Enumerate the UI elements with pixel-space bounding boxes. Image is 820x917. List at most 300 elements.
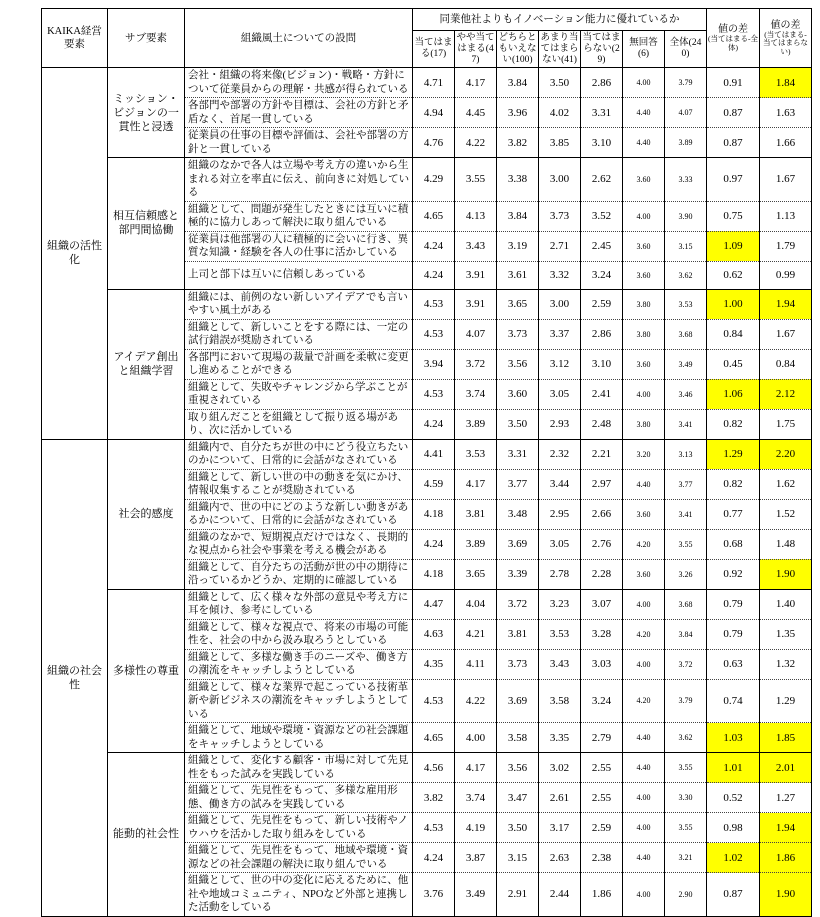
value-cell: 4.20 xyxy=(623,529,665,559)
value-cell: 4.11 xyxy=(455,649,497,679)
header-answer-col: どちらともいえない(100) xyxy=(497,31,539,68)
diff-total-cell: 1.03 xyxy=(707,723,760,753)
value-cell: 4.24 xyxy=(413,843,455,873)
diff-total-cell: 0.87 xyxy=(707,128,760,158)
value-cell: 3.17 xyxy=(539,813,581,843)
diff-total-cell: 0.75 xyxy=(707,201,760,231)
value-cell: 4.22 xyxy=(455,128,497,158)
value-cell: 2.21 xyxy=(581,439,623,469)
value-cell: 2.71 xyxy=(539,231,581,261)
header-answer-col: 当てはまらない(29) xyxy=(581,31,623,68)
header-answer-col: 無回答(6) xyxy=(623,31,665,68)
value-cell: 3.91 xyxy=(455,289,497,319)
value-cell: 4.59 xyxy=(413,469,455,499)
value-cell: 4.00 xyxy=(455,723,497,753)
value-cell: 4.53 xyxy=(413,813,455,843)
diff-extreme-cell: 1.63 xyxy=(760,98,812,128)
value-cell: 4.18 xyxy=(413,499,455,529)
value-cell: 2.45 xyxy=(581,231,623,261)
diff-extreme-cell: 1.40 xyxy=(760,589,812,619)
value-cell: 3.05 xyxy=(539,379,581,409)
value-cell: 2.55 xyxy=(581,753,623,783)
value-cell: 4.71 xyxy=(413,68,455,98)
diff-total-cell: 0.79 xyxy=(707,619,760,649)
value-cell: 2.79 xyxy=(581,723,623,753)
value-cell: 2.59 xyxy=(581,813,623,843)
kaika-survey-table xyxy=(41,8,812,917)
value-cell: 2.93 xyxy=(539,409,581,439)
sub-element-cell: 社会的感度 xyxy=(108,439,185,589)
value-cell: 4.65 xyxy=(413,723,455,753)
table-row xyxy=(42,158,812,202)
value-cell: 3.55 xyxy=(665,529,707,559)
header-diff-total xyxy=(707,9,760,68)
header-answer-col: 全体(240) xyxy=(665,31,707,68)
value-cell: 4.24 xyxy=(413,231,455,261)
value-cell: 4.29 xyxy=(413,158,455,202)
value-cell: 3.31 xyxy=(497,439,539,469)
sub-element-cell: 能動的社会性 xyxy=(108,753,185,917)
value-cell: 2.28 xyxy=(581,559,623,589)
sub-element-cell: アイデア創出と組織学習 xyxy=(108,289,185,439)
value-cell: 3.55 xyxy=(665,753,707,783)
diff-extreme-cell: 1.29 xyxy=(760,679,812,723)
value-cell: 3.62 xyxy=(665,723,707,753)
value-cell: 4.24 xyxy=(413,409,455,439)
value-cell: 4.63 xyxy=(413,619,455,649)
value-cell: 3.30 xyxy=(665,783,707,813)
value-cell: 3.73 xyxy=(539,201,581,231)
value-cell: 3.60 xyxy=(623,158,665,202)
value-cell: 3.50 xyxy=(539,68,581,98)
value-cell: 3.82 xyxy=(413,783,455,813)
value-cell: 3.80 xyxy=(623,289,665,319)
diff-extreme-cell: 1.48 xyxy=(760,529,812,559)
header-diff-extreme-title: 値の差 xyxy=(770,19,801,31)
value-cell: 3.65 xyxy=(497,289,539,319)
value-cell: 4.04 xyxy=(455,589,497,619)
header-answer-col: 当てはまる(17) xyxy=(413,31,455,68)
value-cell: 4.76 xyxy=(413,128,455,158)
value-cell: 3.96 xyxy=(497,98,539,128)
header-row-top xyxy=(42,9,812,31)
value-cell: 3.55 xyxy=(665,813,707,843)
kaika-element-cell: 組織の活性化 xyxy=(42,68,108,440)
value-cell: 3.72 xyxy=(497,589,539,619)
value-cell: 2.90 xyxy=(665,873,707,917)
question-cell: 組織として、失敗やチャレンジから学ぶことが重視されている xyxy=(185,379,413,409)
value-cell: 3.20 xyxy=(623,439,665,469)
value-cell: 3.72 xyxy=(665,649,707,679)
diff-total-cell: 0.82 xyxy=(707,409,760,439)
diff-total-cell: 0.62 xyxy=(707,261,760,289)
question-cell: 組織として、地域や環境・資源などの社会課題をキャッチしようとしている xyxy=(185,723,413,753)
question-cell: 組織内で、世の中にどのような新しい動きがあるかについて、日常的に会話がなされている xyxy=(185,499,413,529)
value-cell: 3.89 xyxy=(455,529,497,559)
value-cell: 2.62 xyxy=(581,158,623,202)
value-cell: 3.73 xyxy=(497,649,539,679)
value-cell: 3.58 xyxy=(539,679,581,723)
value-cell: 2.95 xyxy=(539,499,581,529)
table-row xyxy=(42,589,812,619)
value-cell: 3.84 xyxy=(497,201,539,231)
table-row xyxy=(42,439,812,469)
diff-extreme-cell: 1.52 xyxy=(760,499,812,529)
value-cell: 4.20 xyxy=(623,619,665,649)
question-cell: 組織として、世の中の変化に応えるために、他社や地域コミュニティ、NPOなど外部と連携した活動をしている xyxy=(185,873,413,917)
value-cell: 2.38 xyxy=(581,843,623,873)
value-cell: 2.61 xyxy=(539,783,581,813)
value-cell: 3.69 xyxy=(497,679,539,723)
question-cell: 組織として、変化する顧客・市場に対して先見性をもった試みを実践している xyxy=(185,753,413,783)
diff-total-cell: 1.00 xyxy=(707,289,760,319)
question-cell: 会社・組織の将来像(ビジョン)・戦略・方針について従業員からの理解・共感が得られている xyxy=(185,68,413,98)
diff-extreme-cell: 1.67 xyxy=(760,319,812,349)
question-cell: 取り組んだことを組織として振り返る場があり、次に活かしている xyxy=(185,409,413,439)
value-cell: 4.53 xyxy=(413,289,455,319)
value-cell: 3.84 xyxy=(497,68,539,98)
value-cell: 2.48 xyxy=(581,409,623,439)
value-cell: 2.32 xyxy=(539,439,581,469)
value-cell: 3.62 xyxy=(665,261,707,289)
table-body xyxy=(42,68,812,917)
value-cell: 3.82 xyxy=(497,128,539,158)
value-cell: 3.00 xyxy=(539,289,581,319)
value-cell: 3.68 xyxy=(665,319,707,349)
sub-element-cell: 多様性の尊重 xyxy=(108,589,185,753)
header-diff-extreme xyxy=(760,9,812,68)
value-cell: 3.49 xyxy=(665,349,707,379)
value-cell: 4.00 xyxy=(623,783,665,813)
question-cell: 組織には、前例のない新しいアイデアでも言いやすい風土がある xyxy=(185,289,413,319)
diff-total-cell: 0.91 xyxy=(707,68,760,98)
value-cell: 3.15 xyxy=(665,231,707,261)
value-cell: 4.24 xyxy=(413,529,455,559)
value-cell: 2.86 xyxy=(581,68,623,98)
diff-extreme-cell: 1.94 xyxy=(760,813,812,843)
diff-total-cell: 0.77 xyxy=(707,499,760,529)
kaika-element-cell: 組織の社会性 xyxy=(42,439,108,916)
value-cell: 3.43 xyxy=(455,231,497,261)
diff-extreme-cell: 2.01 xyxy=(760,753,812,783)
value-cell: 3.41 xyxy=(665,499,707,529)
value-cell: 3.05 xyxy=(539,529,581,559)
value-cell: 3.24 xyxy=(581,679,623,723)
value-cell: 3.60 xyxy=(497,379,539,409)
value-cell: 4.35 xyxy=(413,649,455,679)
diff-total-cell: 0.87 xyxy=(707,98,760,128)
value-cell: 2.97 xyxy=(581,469,623,499)
value-cell: 2.86 xyxy=(581,319,623,349)
value-cell: 3.91 xyxy=(455,261,497,289)
value-cell: 3.60 xyxy=(623,349,665,379)
value-cell: 3.03 xyxy=(581,649,623,679)
value-cell: 3.15 xyxy=(497,843,539,873)
value-cell: 3.28 xyxy=(581,619,623,649)
question-cell: 組織として、多様な働き手のニーズや、働き方の潮流をキャッチしようとしている xyxy=(185,649,413,679)
value-cell: 4.00 xyxy=(623,589,665,619)
question-cell: 組織として、広く様々な外部の意見や考え方に耳を傾け、参考にしている xyxy=(185,589,413,619)
value-cell: 3.50 xyxy=(497,409,539,439)
diff-total-cell: 0.68 xyxy=(707,529,760,559)
diff-total-cell: 1.09 xyxy=(707,231,760,261)
value-cell: 3.77 xyxy=(665,469,707,499)
table-row xyxy=(42,289,812,319)
value-cell: 2.41 xyxy=(581,379,623,409)
value-cell: 3.53 xyxy=(665,289,707,319)
diff-total-cell: 0.84 xyxy=(707,319,760,349)
table-header xyxy=(42,9,812,68)
diff-extreme-cell: 1.35 xyxy=(760,619,812,649)
diff-total-cell: 0.97 xyxy=(707,158,760,202)
page xyxy=(0,8,820,917)
value-cell: 3.80 xyxy=(623,319,665,349)
value-cell: 3.55 xyxy=(455,158,497,202)
diff-total-cell: 0.63 xyxy=(707,649,760,679)
value-cell: 3.87 xyxy=(455,843,497,873)
header-diff-extreme-sub: (当てはまる-当てはまらない) xyxy=(763,29,808,56)
header-sub-element: サブ要素 xyxy=(108,9,185,68)
value-cell: 3.47 xyxy=(497,783,539,813)
question-cell: 組織として、新しいことをする際には、一定の試行錯誤が奨励されている xyxy=(185,319,413,349)
diff-extreme-cell: 1.75 xyxy=(760,409,812,439)
value-cell: 3.56 xyxy=(497,753,539,783)
value-cell: 3.74 xyxy=(455,379,497,409)
value-cell: 4.53 xyxy=(413,379,455,409)
value-cell: 2.63 xyxy=(539,843,581,873)
table-row xyxy=(42,753,812,783)
question-cell: 組織内で、自分たちが世の中にどう役立ちたいのかについて、日常的に会話がなされている xyxy=(185,439,413,469)
value-cell: 4.07 xyxy=(455,319,497,349)
sub-element-cell: 相互信頼感と部門間協働 xyxy=(108,158,185,290)
question-cell: 各部門において現場の裁量で計画を柔軟に変更し進めることができる xyxy=(185,349,413,379)
value-cell: 4.40 xyxy=(623,98,665,128)
value-cell: 2.66 xyxy=(581,499,623,529)
value-cell: 3.21 xyxy=(665,843,707,873)
value-cell: 3.37 xyxy=(539,319,581,349)
question-cell: 従業員の仕事の目標や評価は、会社や部署の方針と一貫している xyxy=(185,128,413,158)
diff-total-cell: 0.82 xyxy=(707,469,760,499)
value-cell: 3.33 xyxy=(665,158,707,202)
diff-extreme-cell: 1.86 xyxy=(760,843,812,873)
value-cell: 4.02 xyxy=(539,98,581,128)
question-cell: 組織として、様々な視点で、将来の市場の可能性を、社会の中から汲み取ろうとしている xyxy=(185,619,413,649)
value-cell: 3.19 xyxy=(497,231,539,261)
value-cell: 3.79 xyxy=(665,68,707,98)
value-cell: 4.07 xyxy=(665,98,707,128)
value-cell: 3.60 xyxy=(623,499,665,529)
diff-extreme-cell: 1.13 xyxy=(760,201,812,231)
value-cell: 4.24 xyxy=(413,261,455,289)
value-cell: 3.90 xyxy=(665,201,707,231)
value-cell: 2.55 xyxy=(581,783,623,813)
value-cell: 4.65 xyxy=(413,201,455,231)
value-cell: 3.31 xyxy=(581,98,623,128)
value-cell: 4.40 xyxy=(623,128,665,158)
value-cell: 3.61 xyxy=(497,261,539,289)
value-cell: 3.41 xyxy=(665,409,707,439)
value-cell: 2.59 xyxy=(581,289,623,319)
question-cell: 組織として、様々な業界で起こっている技術革新や新ビジネスの潮流をキャッチしようとしている xyxy=(185,679,413,723)
value-cell: 3.56 xyxy=(497,349,539,379)
value-cell: 2.76 xyxy=(581,529,623,559)
question-cell: 各部門や部署の方針や目標は、会社の方針と矛盾なく、首尾一貫している xyxy=(185,98,413,128)
value-cell: 3.60 xyxy=(623,559,665,589)
value-cell: 3.53 xyxy=(539,619,581,649)
value-cell: 4.53 xyxy=(413,679,455,723)
value-cell: 4.40 xyxy=(623,469,665,499)
diff-extreme-cell: 1.85 xyxy=(760,723,812,753)
value-cell: 4.18 xyxy=(413,559,455,589)
value-cell: 3.80 xyxy=(623,409,665,439)
diff-total-cell: 1.01 xyxy=(707,753,760,783)
value-cell: 4.53 xyxy=(413,319,455,349)
value-cell: 4.00 xyxy=(623,379,665,409)
diff-extreme-cell: 1.90 xyxy=(760,559,812,589)
value-cell: 4.17 xyxy=(455,469,497,499)
value-cell: 4.13 xyxy=(455,201,497,231)
diff-extreme-cell: 1.90 xyxy=(760,873,812,917)
value-cell: 3.89 xyxy=(665,128,707,158)
value-cell: 3.26 xyxy=(665,559,707,589)
value-cell: 4.45 xyxy=(455,98,497,128)
value-cell: 3.49 xyxy=(455,873,497,917)
diff-extreme-cell: 1.66 xyxy=(760,128,812,158)
header-innovation-span: 同業他社よりもイノベーション能力に優れているか xyxy=(413,9,707,31)
table-row xyxy=(42,68,812,98)
value-cell: 2.44 xyxy=(539,873,581,917)
question-cell: 組織のなかで、短期視点だけではなく、長期的な視点から社会や事業を考える機会がある xyxy=(185,529,413,559)
value-cell: 3.76 xyxy=(413,873,455,917)
value-cell: 4.94 xyxy=(413,98,455,128)
diff-total-cell: 0.52 xyxy=(707,783,760,813)
value-cell: 3.69 xyxy=(497,529,539,559)
diff-extreme-cell: 1.67 xyxy=(760,158,812,202)
value-cell: 3.35 xyxy=(539,723,581,753)
value-cell: 3.10 xyxy=(581,349,623,379)
value-cell: 3.46 xyxy=(665,379,707,409)
value-cell: 3.32 xyxy=(539,261,581,289)
value-cell: 4.00 xyxy=(623,649,665,679)
diff-total-cell: 1.29 xyxy=(707,439,760,469)
header-answer-col: やや当てはまる(47) xyxy=(455,31,497,68)
value-cell: 4.00 xyxy=(623,68,665,98)
value-cell: 3.72 xyxy=(455,349,497,379)
value-cell: 3.74 xyxy=(455,783,497,813)
diff-extreme-cell: 1.32 xyxy=(760,649,812,679)
diff-extreme-cell: 1.84 xyxy=(760,68,812,98)
value-cell: 3.85 xyxy=(539,128,581,158)
value-cell: 3.44 xyxy=(539,469,581,499)
sub-element-cell: ミッション・ビジョンの一貫性と浸透 xyxy=(108,68,185,158)
diff-total-cell: 1.02 xyxy=(707,843,760,873)
value-cell: 4.40 xyxy=(623,753,665,783)
question-cell: 組織として、先見性をもって、新しい技術やノウハウを活かした取り組みをしている xyxy=(185,813,413,843)
value-cell: 3.23 xyxy=(539,589,581,619)
question-cell: 組織のなかで各人は立場や考え方の違いから生まれる対立を率直に伝え、前向きに対処している xyxy=(185,158,413,202)
diff-extreme-cell: 1.79 xyxy=(760,231,812,261)
value-cell: 3.00 xyxy=(539,158,581,202)
question-cell: 上司と部下は互いに信頼しあっている xyxy=(185,261,413,289)
value-cell: 3.07 xyxy=(581,589,623,619)
value-cell: 3.77 xyxy=(497,469,539,499)
diff-total-cell: 0.74 xyxy=(707,679,760,723)
value-cell: 2.91 xyxy=(497,873,539,917)
value-cell: 4.20 xyxy=(623,679,665,723)
diff-extreme-cell: 1.94 xyxy=(760,289,812,319)
value-cell: 3.65 xyxy=(455,559,497,589)
header-question: 組織風土についての設問 xyxy=(185,9,413,68)
value-cell: 3.94 xyxy=(413,349,455,379)
value-cell: 4.22 xyxy=(455,679,497,723)
question-cell: 従業員は他部署の人に積極的に会いに行き、異質な知識・経験を各人の仕事に活かしている xyxy=(185,231,413,261)
value-cell: 3.52 xyxy=(581,201,623,231)
header-diff-total-sub: (当てはまる-全体) xyxy=(708,34,758,52)
value-cell: 3.60 xyxy=(623,231,665,261)
question-cell: 組織として、先見性をもって、地域や環境・資源などの社会課題の解決に取り組んでいる xyxy=(185,843,413,873)
question-cell: 組織として、先見性をもって、多様な雇用形態、働き方の試みを実践している xyxy=(185,783,413,813)
value-cell: 4.40 xyxy=(623,723,665,753)
value-cell: 3.12 xyxy=(539,349,581,379)
question-cell: 組織として、問題が発生したときには互いに積極的に協力しあって解決に取り組んでいる xyxy=(185,201,413,231)
value-cell: 4.21 xyxy=(455,619,497,649)
value-cell: 3.68 xyxy=(665,589,707,619)
value-cell: 3.58 xyxy=(497,723,539,753)
header-diff-total-title: 値の差 xyxy=(718,24,748,35)
value-cell: 4.47 xyxy=(413,589,455,619)
value-cell: 3.39 xyxy=(497,559,539,589)
value-cell: 4.40 xyxy=(623,843,665,873)
value-cell: 3.24 xyxy=(581,261,623,289)
value-cell: 3.38 xyxy=(497,158,539,202)
question-cell: 組織として、新しい世の中の動きを気にかけ、情報収集することが奨励されている xyxy=(185,469,413,499)
diff-total-cell: 0.92 xyxy=(707,559,760,589)
value-cell: 1.86 xyxy=(581,873,623,917)
header-kaika-element: KAIKA経営要素 xyxy=(42,9,108,68)
question-cell: 組織として、自分たちの活動が世の中の期待に沿っているかどうか、定期的に確認している xyxy=(185,559,413,589)
value-cell: 4.00 xyxy=(623,873,665,917)
header-answer-col: あまり当てはまらない(41) xyxy=(539,31,581,68)
value-cell: 3.48 xyxy=(497,499,539,529)
value-cell: 3.10 xyxy=(581,128,623,158)
diff-extreme-cell: 1.27 xyxy=(760,783,812,813)
value-cell: 4.17 xyxy=(455,753,497,783)
value-cell: 3.84 xyxy=(665,619,707,649)
diff-extreme-cell: 2.12 xyxy=(760,379,812,409)
value-cell: 3.60 xyxy=(623,261,665,289)
value-cell: 3.79 xyxy=(665,679,707,723)
value-cell: 2.78 xyxy=(539,559,581,589)
value-cell: 4.00 xyxy=(623,813,665,843)
value-cell: 3.53 xyxy=(455,439,497,469)
value-cell: 4.00 xyxy=(623,201,665,231)
diff-total-cell: 0.79 xyxy=(707,589,760,619)
value-cell: 3.73 xyxy=(497,319,539,349)
value-cell: 3.81 xyxy=(497,619,539,649)
diff-total-cell: 0.45 xyxy=(707,349,760,379)
value-cell: 3.43 xyxy=(539,649,581,679)
diff-extreme-cell: 2.20 xyxy=(760,439,812,469)
diff-total-cell: 0.98 xyxy=(707,813,760,843)
diff-extreme-cell: 0.84 xyxy=(760,349,812,379)
value-cell: 3.02 xyxy=(539,753,581,783)
value-cell: 3.13 xyxy=(665,439,707,469)
diff-total-cell: 0.87 xyxy=(707,873,760,917)
diff-total-cell: 1.06 xyxy=(707,379,760,409)
value-cell: 4.41 xyxy=(413,439,455,469)
value-cell: 4.56 xyxy=(413,753,455,783)
value-cell: 3.89 xyxy=(455,409,497,439)
